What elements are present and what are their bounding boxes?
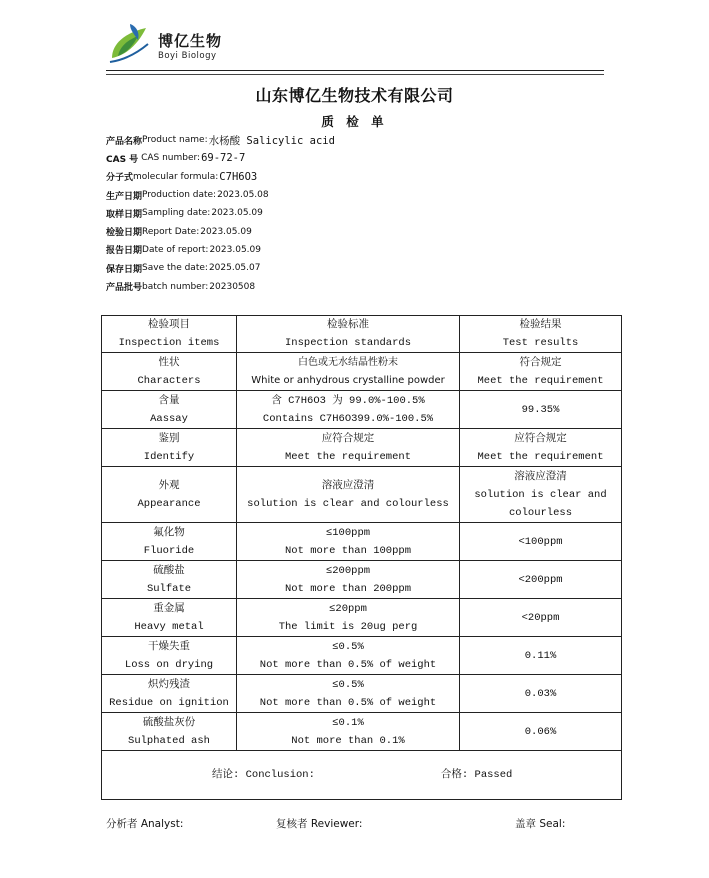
header-rule-thick bbox=[106, 70, 604, 71]
result-value: <200ppm bbox=[518, 573, 563, 586]
company-logo bbox=[106, 18, 246, 68]
standard-cell bbox=[237, 675, 460, 713]
info-row-product-name bbox=[106, 131, 335, 149]
standard-cell bbox=[237, 599, 460, 637]
item-cn: 鉴别 bbox=[158, 432, 180, 445]
item-cell bbox=[102, 713, 237, 751]
standard-cn: ≤0.5% bbox=[332, 678, 364, 691]
info-label-en: molecular formula: bbox=[133, 171, 219, 182]
conclusion-result: 合格: Passed bbox=[440, 769, 513, 781]
result-cell bbox=[460, 523, 622, 561]
info-value: 69-72-7 bbox=[201, 152, 246, 165]
item-cell bbox=[102, 523, 237, 561]
info-label-en: Date of report: bbox=[142, 244, 209, 255]
item-cell bbox=[102, 391, 237, 429]
result-en: Meet the requirement bbox=[477, 374, 604, 387]
seal-label: 盖章 Seal: bbox=[515, 818, 566, 830]
standard-cell bbox=[237, 353, 460, 391]
info-row-production-date bbox=[106, 186, 335, 204]
info-value: 2023.05.09 bbox=[209, 244, 261, 255]
info-value: 2023.05.09 bbox=[211, 208, 263, 219]
item-cn: 含量 bbox=[158, 394, 180, 407]
reviewer-signature-label: 复核者 Reviewer: bbox=[276, 818, 363, 830]
leaf-logo-icon bbox=[106, 18, 156, 68]
result-cell bbox=[460, 713, 622, 751]
info-value: 20230508 bbox=[209, 281, 256, 292]
standard-cn: 白色或无水结晶性粉末 bbox=[298, 356, 398, 368]
result-cn: 应符合规定 bbox=[514, 432, 567, 445]
result-cn: 符合规定 bbox=[519, 356, 562, 369]
conclusion-cell bbox=[102, 751, 622, 800]
conclusion-label: 结论: Conclusion: bbox=[212, 769, 315, 781]
standard-en: Contains C7H6O399.0%-100.5% bbox=[262, 412, 434, 425]
result-cell bbox=[460, 637, 622, 675]
item-cn: 性状 bbox=[158, 356, 180, 369]
table-row bbox=[102, 599, 622, 637]
standard-cell bbox=[237, 561, 460, 599]
result-value: <20ppm bbox=[521, 611, 560, 624]
header-cell-items bbox=[102, 316, 237, 353]
result-cell bbox=[460, 391, 622, 429]
standard-cn: ≤100ppm bbox=[325, 526, 371, 539]
info-label: 保存日期 bbox=[106, 264, 143, 275]
table-row bbox=[102, 429, 622, 467]
info-label-en: CAS number: bbox=[141, 153, 201, 164]
info-row-molecular-formula bbox=[106, 168, 335, 186]
result-value: 0.03% bbox=[524, 687, 557, 700]
standard-cn: 应符合规定 bbox=[321, 432, 375, 445]
standard-en: solution is clear and colourless bbox=[247, 497, 449, 510]
table-row bbox=[102, 391, 622, 429]
standard-cn: ≤0.1% bbox=[332, 716, 364, 729]
standard-cell bbox=[237, 391, 460, 429]
info-label: CAS 号 bbox=[106, 154, 139, 165]
item-en: Characters bbox=[137, 374, 201, 387]
table-row bbox=[102, 713, 622, 751]
info-value: 2025.05.07 bbox=[208, 263, 261, 274]
item-cn: 硫酸盐灰份 bbox=[142, 716, 196, 729]
info-label-en: Report Date: bbox=[142, 226, 200, 237]
standard-en: Not more than 100ppm bbox=[284, 544, 412, 557]
info-value: 水杨酸 Salicylic acid bbox=[208, 134, 335, 147]
header-cell-standards bbox=[237, 316, 460, 353]
result-cell bbox=[460, 675, 622, 713]
info-label: 报告日期 bbox=[106, 246, 143, 257]
conclusion-row bbox=[102, 751, 622, 800]
result-value: 0.11% bbox=[524, 649, 557, 662]
item-en: Loss on drying bbox=[124, 658, 214, 671]
item-en: Identify bbox=[143, 450, 195, 463]
info-label: 检验日期 bbox=[106, 228, 143, 239]
standard-cell bbox=[237, 467, 460, 523]
inspection-table bbox=[101, 315, 622, 800]
item-cell bbox=[102, 467, 237, 523]
item-en: Sulphated ash bbox=[128, 734, 210, 747]
result-cell bbox=[460, 353, 622, 391]
item-cell bbox=[102, 637, 237, 675]
info-row-date-of-report bbox=[106, 241, 335, 259]
standard-cell bbox=[237, 713, 460, 751]
header-cn: 检验标准 bbox=[327, 319, 369, 331]
item-cn: 外观 bbox=[158, 479, 180, 492]
item-cn: 重金属 bbox=[153, 602, 185, 615]
item-cn: 硫酸盐 bbox=[153, 564, 185, 577]
standard-cn: ≤0.5% bbox=[332, 640, 364, 653]
info-label: 取样日期 bbox=[106, 209, 143, 220]
item-en: Sulfate bbox=[146, 582, 192, 595]
header-en: Inspection standards bbox=[284, 337, 412, 349]
result-en-continued: colourless bbox=[508, 506, 572, 519]
logo-chinese-name: 博亿生物 bbox=[158, 32, 223, 50]
conclusion bbox=[104, 766, 619, 784]
info-label-en: Product name: bbox=[142, 135, 208, 146]
header-cn: 检验结果 bbox=[519, 319, 562, 331]
standard-cn: ≤20ppm bbox=[329, 602, 367, 615]
info-label: 分子式 bbox=[106, 173, 134, 184]
header-cn: 检验项目 bbox=[148, 319, 190, 331]
header-en: Inspection items bbox=[118, 337, 220, 349]
item-cell bbox=[102, 675, 237, 713]
table-row bbox=[102, 675, 622, 713]
table-row bbox=[102, 561, 622, 599]
header-en: Test results bbox=[502, 337, 579, 349]
info-label-en: Sampling date: bbox=[142, 208, 211, 219]
standard-cell bbox=[237, 637, 460, 675]
info-value: 2023.05.09 bbox=[200, 226, 252, 237]
standard-en: Meet the requirement bbox=[284, 450, 412, 463]
analyst-signature-label: 分析者 Analyst: bbox=[106, 818, 184, 830]
document-title: 质 检 单 bbox=[321, 114, 388, 129]
info-label: 产品批号 bbox=[106, 283, 143, 294]
info-row-batch-number bbox=[106, 277, 335, 295]
item-en: Residue on ignition bbox=[109, 696, 229, 709]
table-row bbox=[102, 523, 622, 561]
result-en: Meet the requirement bbox=[477, 450, 604, 463]
info-row-cas-number bbox=[106, 149, 335, 167]
standard-cell bbox=[237, 429, 460, 467]
item-en: Aassay bbox=[150, 412, 188, 425]
item-cell bbox=[102, 353, 237, 391]
item-cn: 氟化物 bbox=[153, 526, 185, 539]
item-cell bbox=[102, 561, 237, 599]
standard-en: The limit is 20ug perg bbox=[278, 620, 418, 633]
result-cell bbox=[460, 467, 622, 523]
standard-en: Not more than 200ppm bbox=[284, 582, 412, 595]
company-name: 山东博亿生物技术有限公司 bbox=[255, 86, 454, 105]
info-value: C7H6O3 bbox=[219, 170, 258, 183]
result-en: solution is clear and bbox=[474, 488, 607, 501]
table-header-row bbox=[102, 316, 622, 353]
info-row-sampling-date bbox=[106, 204, 335, 222]
standard-cell bbox=[237, 523, 460, 561]
item-en: Appearance bbox=[137, 497, 201, 510]
info-row-report-date bbox=[106, 222, 335, 240]
item-cell bbox=[102, 429, 237, 467]
info-label-en: batch number: bbox=[142, 281, 209, 292]
logo-english-name: Boyi Biology bbox=[158, 51, 217, 61]
standard-en: White or anhydrous crystalline powder bbox=[251, 374, 445, 386]
item-cn: 炽灼残渣 bbox=[148, 678, 190, 691]
header-cell-results bbox=[460, 316, 622, 353]
info-value: 2023.05.08 bbox=[217, 190, 269, 201]
standard-en: Not more than 0.5% of weight bbox=[259, 658, 437, 671]
header-rule-thin bbox=[106, 74, 604, 75]
result-cell bbox=[460, 429, 622, 467]
standard-cn: 含 C7H6O3 为 99.0%-100.5% bbox=[271, 394, 425, 407]
result-cn: 溶液应澄清 bbox=[514, 470, 567, 483]
standard-en: Not more than 0.1% bbox=[291, 734, 405, 747]
result-cell bbox=[460, 599, 622, 637]
info-label: 生产日期 bbox=[106, 191, 143, 202]
product-info-block bbox=[106, 131, 335, 296]
standard-en: Not more than 0.5% of weight bbox=[259, 696, 437, 709]
info-label: 产品名称 bbox=[106, 136, 143, 147]
item-cn: 干燥失重 bbox=[148, 640, 190, 653]
info-label-en: Production date: bbox=[142, 190, 217, 201]
table-row bbox=[102, 467, 622, 523]
table-row bbox=[102, 637, 622, 675]
item-en: Fluoride bbox=[143, 544, 195, 557]
standard-cn: 溶液应澄清 bbox=[321, 479, 375, 492]
result-value: 0.06% bbox=[524, 725, 557, 738]
result-value: 99.35% bbox=[521, 403, 560, 416]
standard-cn: ≤200ppm bbox=[325, 564, 371, 577]
info-label-en: Save the date: bbox=[142, 263, 208, 274]
item-en: Heavy metal bbox=[134, 620, 204, 633]
table-row bbox=[102, 353, 622, 391]
result-cell bbox=[460, 561, 622, 599]
result-value: <100ppm bbox=[518, 535, 563, 548]
info-row-save-date bbox=[106, 259, 335, 277]
item-cell bbox=[102, 599, 237, 637]
